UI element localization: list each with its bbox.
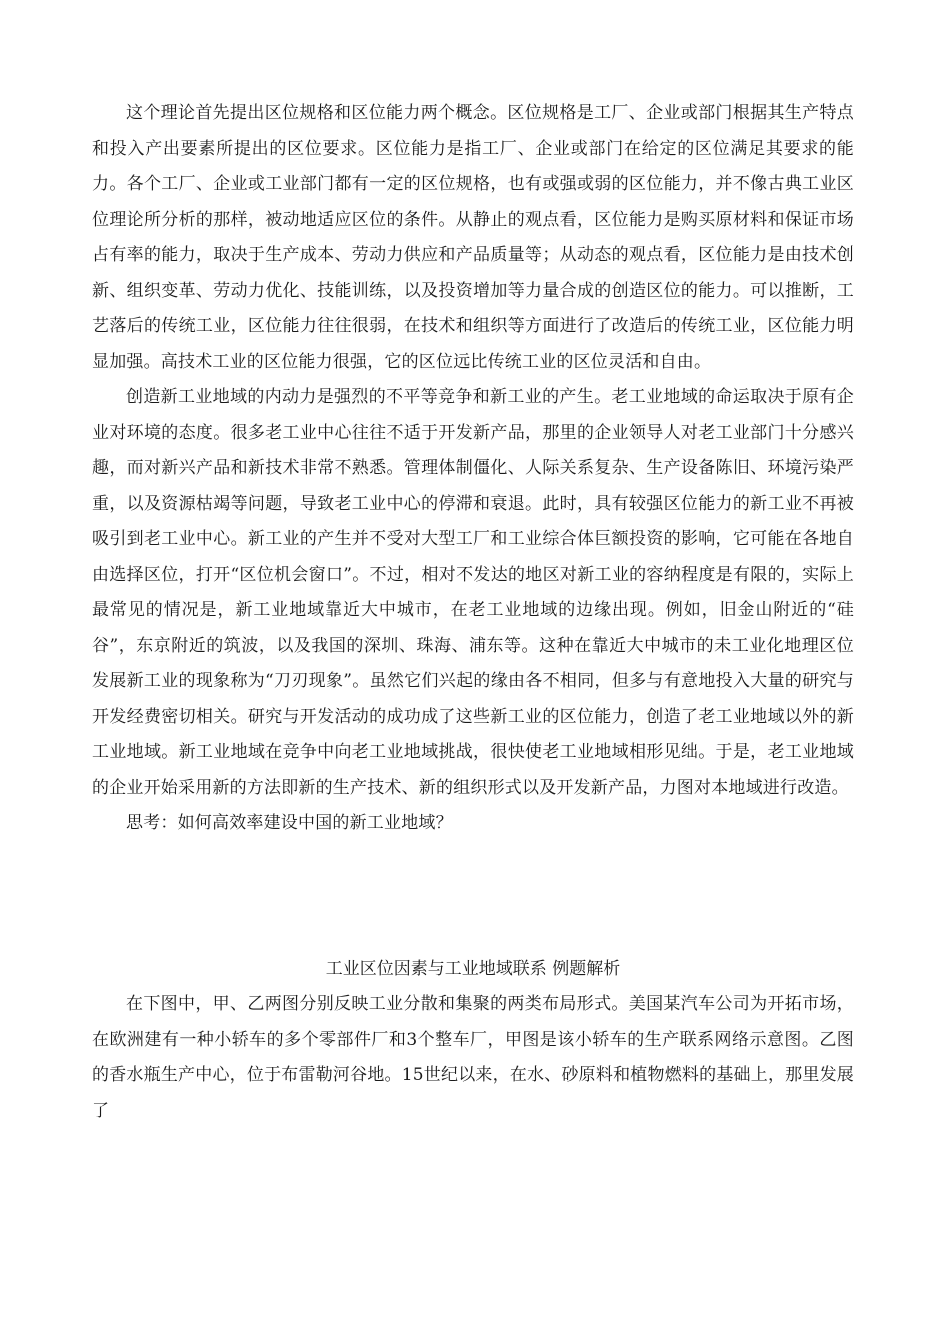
paragraph-example-intro: 在下图中，甲、乙两图分别反映工业分散和集聚的两类布局形式。美国某汽车公司为开拓市场，在欧洲建有一种小轿车的多个零部件厂和3个整车厂，甲图是该小轿车的生产联系网络示意图。乙图的香水瓶生产中心，位于布雷勒河谷地。15世纪以来，在水、砂原料和植物燃料的基础上，那里发展了	[92, 994, 854, 1121]
paragraph-question: 思考：如何高效率建设中国的新工业地域？	[126, 813, 453, 833]
paragraph-new-industrial-region: 创造新工业地域的内动力是强烈的不平等竞争和新工业的产生。老工业地域的命运取决于原有企业对环境的态度。很多老工业中心往往不适于开发新产品，那里的企业领导人对老工业部门十分感兴趣，而对新兴产品和新技术非常不熟悉。管理体制僵化、人际关系复杂、生产设备陈旧、环境污染严重，以及资源枯竭等问题，导致老工业中心的停滞和衰退。此时，具有较强区位能力的新工业不再被吸引到老工业中心。新工业的产生并不受对大型工厂和工业综合体巨额投资的影响，它可能在各地自由选择区位，打开“区位机会窗口”。不过，相对不发达的地区对新工业的容纳程度是有限的，实际上最常见的情况是，新工业地域靠近大中城市，在老工业地域的边缘出现。例如，旧金山附近的“硅谷”，东京附近的筑波，以及我国的深圳、珠海、浦东等。这种在靠近大中城市的未工业化地理区位发展新工业的现象称为“刀刃现象”。虽然它们兴起的缘由各不相同，但多与有意地投入大量的研究与开发经费密切相关。研究与开发活动的成功成了这些新工业的区位能力，创造了老工业地域以外的新工业地域。新工业地域在竞争中向老工业地域挑战，很快使老工业地域相形见绌。于是，老工业地域的企业开始采用新的方法即新的生产技术、新的组织形式以及开发新产品，力图对本地域进行改造。	[92, 387, 854, 798]
section-title: 工业区位因素与工业地域联系 例题解析	[325, 958, 621, 979]
paragraph-location-theory: 这个理论首先提出区位规格和区位能力两个概念。区位规格是工厂、企业或部门根据其生产特点和投入产出要素所提出的区位要求。区位能力是指工厂、企业或部门在给定的区位满足其要求的能力。各个工厂、企业或工业部门都有一定的区位规格，也有或强或弱的区位能力，并不像古典工业区位理论所分析的那样，被动地适应区位的条件。从静止的观点看，区位能力是购买原材料和保证市场占有率的能力，取决于生产成本、劳动力供应和产品质量等；从动态的观点看，区位能力是由技术创新、组织变革、劳动力优化、技能训练，以及投资增加等力量合成的创造区位的能力。可以推断，工艺落后的传统工业，区位能力往往很弱，在技术和组织等方面进行了改造后的传统工业，区位能力明显加强。高技术工业的区位能力很强，它的区位远比传统工业的区位灵活和自由。	[92, 103, 854, 372]
document-page	[92, 96, 854, 1129]
